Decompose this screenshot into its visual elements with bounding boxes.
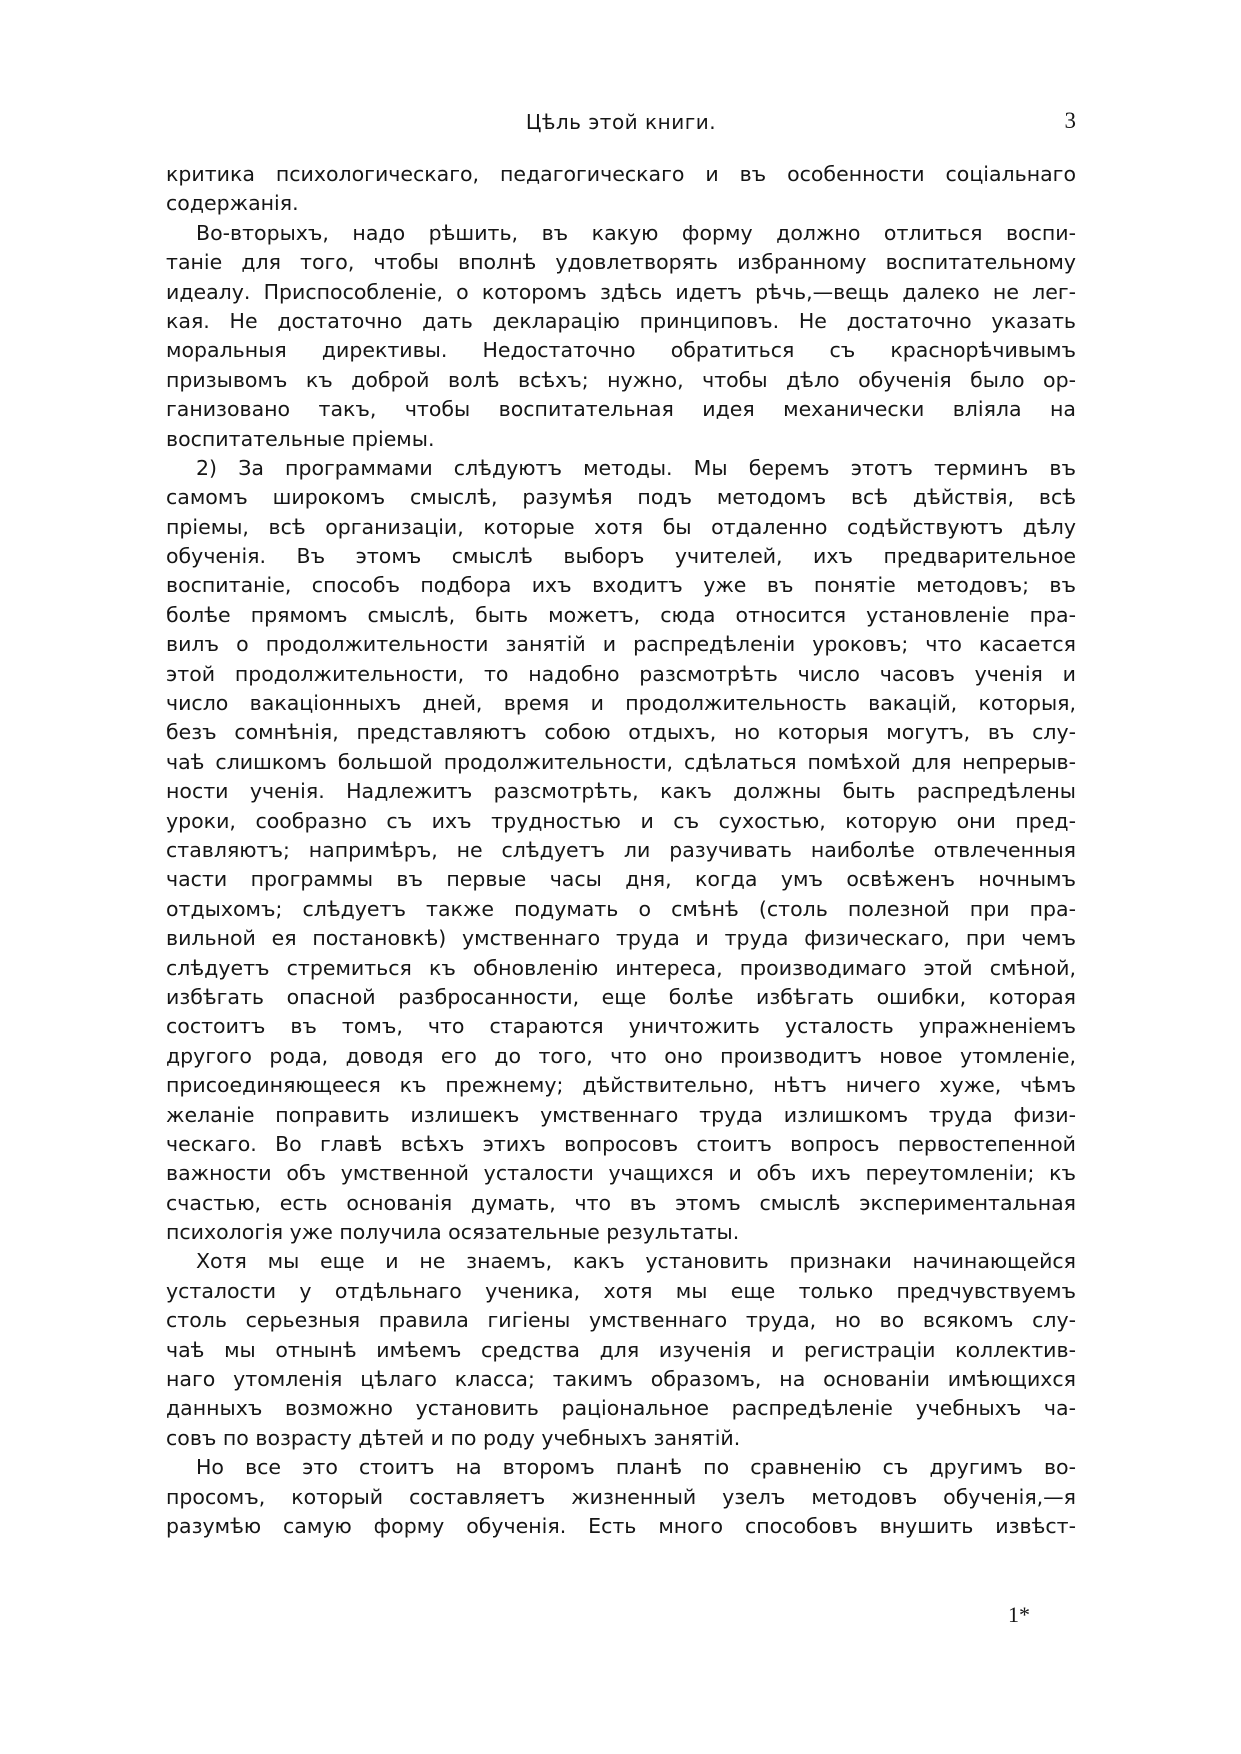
text-line: пріемы, всѣ организаціи, которые хотя бы отдаленно содѣйствуютъ дѣлу bbox=[166, 514, 1076, 539]
text-line: совъ по возрасту дѣтей и по роду учебныхъ занятій. bbox=[166, 1425, 741, 1450]
text-line: другого рода, доводя его до того, что оно производитъ новое утомленіе, bbox=[166, 1043, 1076, 1068]
text-line: состоитъ въ томъ, что стараются уничтожить усталость упражненіемъ bbox=[166, 1014, 1076, 1039]
running-title: Цѣль этой книги. bbox=[525, 110, 717, 134]
text-line: кая. Не достаточно дать декларацію принциповъ. Не достаточно указать bbox=[166, 308, 1076, 333]
text-line: части программы въ первые часы дня, когда умъ освѣженъ ночнымъ bbox=[166, 867, 1076, 892]
text-line: самомъ широкомъ смыслѣ, разумѣя подъ методомъ всѣ дѣйствія, всѣ bbox=[166, 485, 1076, 510]
text-line: важности объ умственной усталости учащихся и объ ихъ переутомленіи; къ bbox=[166, 1161, 1076, 1186]
text-line: избѣгать опасной разбросанности, еще болѣе избѣгать ошибки, которая bbox=[166, 984, 1076, 1009]
running-header bbox=[166, 106, 1076, 146]
text-line: воспитаніе, способъ подбора ихъ входитъ уже въ понятіе методовъ; въ bbox=[166, 573, 1076, 598]
text-line: ставляютъ; напримѣръ, не слѣдуетъ ли разучивать наиболѣе отвлеченныя bbox=[166, 837, 1076, 862]
text-line: разумѣю самую форму обученія. Есть много способовъ внушить извѣст- bbox=[166, 1513, 1076, 1538]
text-line: просомъ, который составляетъ жизненный узелъ методовъ обученія,—я bbox=[166, 1484, 1076, 1509]
text-line: Но все это стоитъ на второмъ планѣ по сравненію съ другимъ во- bbox=[196, 1455, 1076, 1480]
text-line: идеалу. Приспособленіе, о которомъ здѣсь идетъ рѣчь,—вещь далеко не лег- bbox=[166, 279, 1076, 304]
text-line: моральныя директивы. Недостаточно обратиться съ краснорѣчивымъ bbox=[166, 338, 1076, 363]
body-text bbox=[166, 160, 1076, 1541]
text-line: вильной ея постановкѣ) умственнаго труда и труда физическаго, при чемъ bbox=[166, 926, 1076, 951]
text-line: призывомъ къ доброй волѣ всѣхъ; нужно, чтобы дѣло обученія было ор- bbox=[166, 367, 1076, 392]
text-line: усталости у отдѣльнаго ученика, хотя мы еще только предчувствуемъ bbox=[166, 1278, 1076, 1303]
text-line: чаѣ мы отнынѣ имѣемъ средства для изученія и регистраціи коллектив- bbox=[166, 1337, 1076, 1362]
text-line: чаѣ слишкомъ большой продолжительности, сдѣлаться помѣхой для непрерыв- bbox=[166, 749, 1076, 774]
text-line: ганизовано такъ, чтобы воспитательная идея механически вліяла на bbox=[166, 397, 1076, 422]
text-line: присоединяющееся къ прежнему; дѣйствительно, нѣтъ ничего хуже, чѣмъ bbox=[166, 1073, 1076, 1098]
text-line: слѣдуетъ стремиться къ обновленію интереса, производимаго этой смѣной, bbox=[166, 955, 1076, 980]
text-line: отдыхомъ; слѣдуетъ также подумать о смѣнѣ (столь полезной при пра- bbox=[166, 896, 1076, 921]
text-line: Хотя мы еще и не знаемъ, какъ установить признаки начинающейся bbox=[196, 1249, 1076, 1274]
text-line: данныхъ возможно установить раціональное распредѣленіе учебныхъ ча- bbox=[166, 1396, 1076, 1421]
text-line: этой продолжительности, то надобно разсмотрѣть число часовъ ученія и bbox=[166, 661, 1076, 686]
text-line: число вакаціонныхъ дней, время и продолжительность вакацій, которыя, bbox=[166, 691, 1076, 716]
signature-mark: 1* bbox=[1008, 1602, 1030, 1627]
text-line: таніе для того, чтобы вполнѣ удовлетворять избранному воспитательному bbox=[166, 250, 1076, 275]
text-line: уроки, сообразно съ ихъ трудностью и съ сухостью, которую они пред- bbox=[166, 808, 1076, 833]
text-line: ческаго. Во главѣ всѣхъ этихъ вопросовъ стоитъ вопросъ первостепенной bbox=[166, 1131, 1076, 1156]
text-line: Во-вторыхъ, надо рѣшить, въ какую форму должно отлиться воспи- bbox=[196, 220, 1076, 245]
text-line: наго утомленія цѣлаго класса; такимъ образомъ, на основаніи имѣющихся bbox=[166, 1367, 1076, 1392]
text-line: безъ сомнѣнія, представляютъ собою отдыхъ, но которыя могутъ, въ слу- bbox=[166, 720, 1076, 745]
text-line: вилъ о продолжительности занятій и распредѣленіи уроковъ; что касается bbox=[166, 632, 1076, 657]
text-line: психологія уже получила осязательные результаты. bbox=[166, 1220, 740, 1245]
text-line: болѣе прямомъ смыслѣ, быть можетъ, сюда относится установленіе пра- bbox=[166, 602, 1076, 627]
text-line: ности ученія. Надлежитъ разсмотрѣть, какъ должны быть распредѣлены bbox=[166, 779, 1076, 804]
text-line: счастью, есть основанія думать, что въ этомъ смыслѣ экспериментальная bbox=[166, 1190, 1076, 1215]
text-line: столь серьезныя правила гигіены умственнаго труда, но во всякомъ слу- bbox=[166, 1308, 1076, 1333]
text-line: воспитательные пріемы. bbox=[166, 426, 435, 451]
text-line: желаніе поправить излишекъ умственнаго труда излишкомъ труда физи- bbox=[166, 1102, 1076, 1127]
text-line: содержанія. bbox=[166, 191, 299, 216]
text-line: обученія. Въ этомъ смыслѣ выборъ учителей, ихъ предварительное bbox=[166, 544, 1076, 569]
text-line: критика психологическаго, педагогическаго и въ особенности соціальнаго bbox=[166, 162, 1076, 186]
text-line: 2) За программами слѣдуютъ методы. Мы беремъ этотъ терминъ въ bbox=[196, 455, 1076, 480]
page-number: 3 bbox=[1064, 108, 1076, 133]
